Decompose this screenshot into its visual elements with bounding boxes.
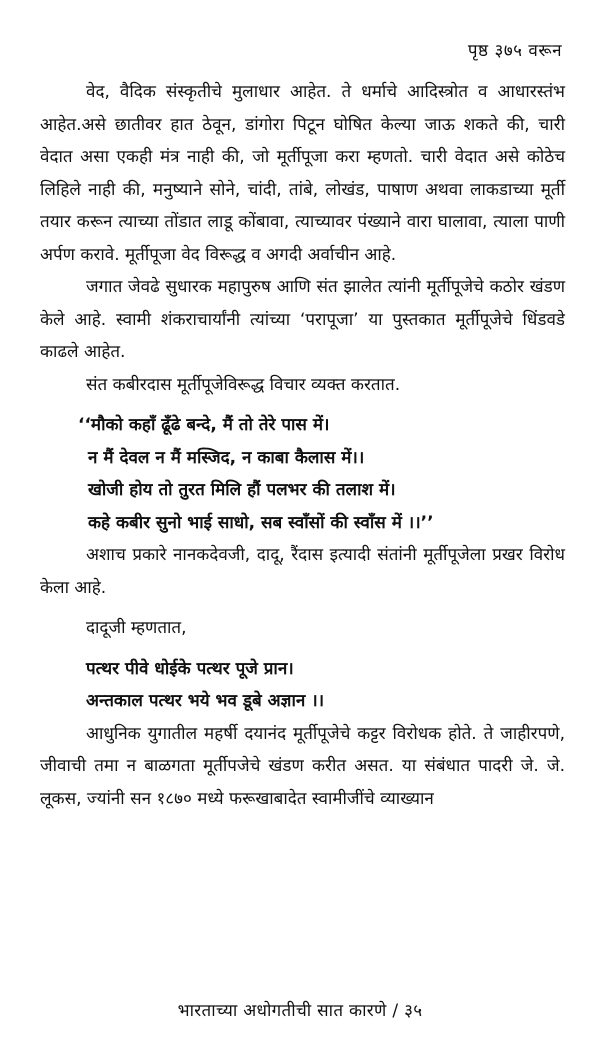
paragraph-dadu-intro: दादूजी म्हणतात, bbox=[86, 618, 187, 638]
page-reference: पृष्ठ ३७५ वरून bbox=[467, 41, 562, 61]
kabir-verse-line: कहे कबीर सुनो भाई साधो, सब स्वाँसों की स्वाँस में ।।’’ bbox=[88, 512, 434, 533]
kabir-verse-line: न मैं देवल न मैं मस्जिद, न काबा कैलास में।। bbox=[88, 447, 365, 468]
dadu-verse-line: पत्थर पीवे धोईके पत्थर पूजे प्रान। bbox=[86, 658, 294, 679]
kabir-verse-line: खोजी होय तो तुरत मिलि हौं पलभर की तलाश में। bbox=[88, 480, 396, 500]
running-footer: भारताच्या अधोगतीची सात कारणे / ३५ bbox=[177, 1001, 423, 1021]
paragraph-other-saints: अशाच प्रकारे नानकदेवजी, दादू, रैंदास इत्यादी संतांनी मूर्तीपूजेला प्रखर विरोध केला आहे. bbox=[40, 545, 565, 598]
paragraph-kabir-intro: संत कबीरदास मूर्तीपूजेविरूद्ध विचार व्यक्त करतात. bbox=[86, 374, 401, 395]
kabir-verse-line: ‘‘मौको कहाँ ढूँढे बन्दे, मैं तो तेरे पास में। bbox=[78, 415, 330, 435]
paragraph-vedas: वेद, वैदिक संस्कृतीचे मुलाधार आहेत. ते धर्माचे आदिस्त्रोत व आधारस्तंभ आहेत.असे छातीवर हात ठेवून, डांगोरा पिटून घोषित केल्या जाऊ शकते की, चारी वेदात असा एकही मंत्र नाही की, जो मूर्तीपूजा करा म्हणतो. चारी वेदात असे कोठेच लिहिले नाही की, मनुष्याने सोने, चांदी, तांबे, लोखंड, पाषाण अथवा लाकडाच्या मूर्ती तयार करून त्याच्या तोंडात लाडू कोंबावा, त्याच्यावर पंख्याने वारा घालावा, त्याला पाणी अर्पण करावे. मूर्तीपूजा वेद विरूद्ध व अगदी अर्वाचीन आहे. bbox=[40, 82, 565, 265]
dadu-verse-line: अन्तकाल पत्थर भये भव डूबे अज्ञान ।। bbox=[86, 691, 325, 711]
paragraph-reformers: जगात जेवढे सुधारक महापुरुष आणि संत झालेत त्यांनी मूर्तीपूजेचे कठोर खंडण केले आहे. स्वामी शंकराचार्यांनी त्यांच्या ‘परापूजा’ या पुस्तकात मूर्तीपूजेचे धिंडवडे काढले आहेत. bbox=[40, 277, 565, 362]
body-text bbox=[40, 76, 565, 815]
paragraph-dayanand: आधुनिक युगातील महर्षी दयानंद मूर्तीपूजेचे कट्टर विरोधक होते. ते जाहीरपणे, जीवाची तमा न बाळगता मूर्तीपजेचे खंडण करीत असत. या संबंधात पादरी जे. जे. लूकस, ज्यांनी सन १८७० मध्ये फरूखाबादेत स्वामीजींचे व्याख्यान bbox=[40, 723, 565, 809]
